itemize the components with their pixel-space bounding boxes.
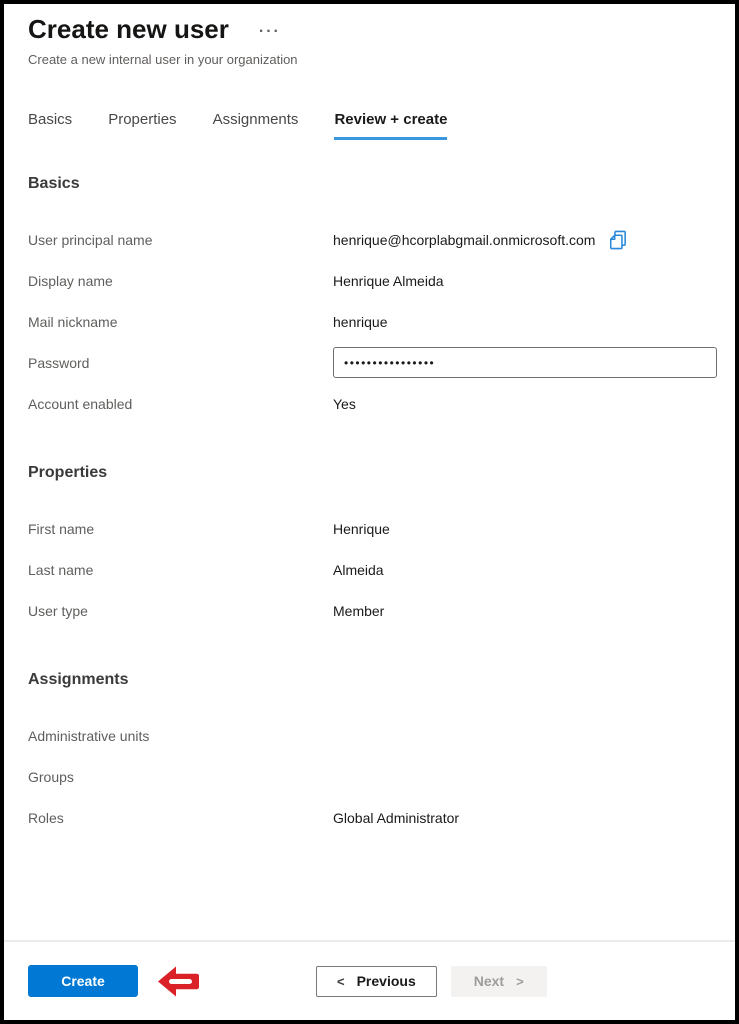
password-input[interactable] <box>333 347 717 378</box>
field-label: Password <box>28 354 90 371</box>
field-value-wrap <box>333 229 717 251</box>
field-value: henrique <box>333 313 388 330</box>
field-label: User type <box>28 602 88 619</box>
create-button[interactable]: Create <box>28 965 138 997</box>
field-value-wrap <box>333 347 717 378</box>
next-button[interactable] <box>451 966 547 997</box>
review-row-roles <box>28 797 717 838</box>
review-row-first-name <box>28 508 717 549</box>
field-value: Member <box>333 602 385 619</box>
field-value: Henrique Almeida <box>333 272 444 289</box>
review-row-groups <box>28 756 717 797</box>
review-row-account-enabled <box>28 383 717 424</box>
section-heading-properties: Properties <box>28 464 108 481</box>
tab-basics[interactable]: Basics <box>28 111 73 128</box>
field-value: Global Administrator <box>333 809 460 826</box>
review-row-last-name <box>28 549 717 590</box>
field-value: Almeida <box>333 561 384 578</box>
review-row-administrative-units <box>28 715 717 756</box>
page-subtitle: Create a new internal user in your organization <box>28 52 298 67</box>
field-label: Roles <box>28 809 64 826</box>
field-value: Yes <box>333 395 356 412</box>
field-value: Henrique <box>333 520 390 537</box>
chevron-right-icon: > <box>516 973 524 989</box>
section-heading-assignments: Assignments <box>28 671 129 688</box>
field-label: Account enabled <box>28 395 133 412</box>
wizard-footer <box>4 940 735 1020</box>
field-label: Mail nickname <box>28 313 118 330</box>
review-row-mail-nickname <box>28 301 717 342</box>
page-title: Create new user <box>28 14 229 44</box>
review-row-display-name <box>28 260 717 301</box>
tab-assignments[interactable]: Assignments <box>212 111 299 128</box>
copy-icon[interactable] <box>607 229 629 251</box>
field-label: Display name <box>28 272 113 289</box>
field-label: Administrative units <box>28 727 150 744</box>
previous-button[interactable] <box>316 966 437 997</box>
previous-button-label: Previous <box>356 973 416 989</box>
field-label: Groups <box>28 768 74 785</box>
wizard-tabs <box>28 111 717 140</box>
review-row-user-type <box>28 590 717 631</box>
tab-properties[interactable]: Properties <box>108 111 177 128</box>
red-arrow-annotation <box>156 963 200 1000</box>
chevron-left-icon: < <box>337 973 345 989</box>
field-label: User principal name <box>28 231 153 248</box>
page-header <box>28 12 717 46</box>
field-value: henrique@hcorplabgmail.onmicrosoft.com <box>333 231 596 248</box>
field-label: First name <box>28 520 95 537</box>
review-row-password <box>28 342 717 383</box>
more-options-icon[interactable]: ··· <box>258 23 281 40</box>
field-label: Last name <box>28 561 94 578</box>
tab-review-create[interactable]: Review + create <box>334 111 447 140</box>
review-row-user-principal-name <box>28 219 717 260</box>
section-heading-basics: Basics <box>28 175 80 192</box>
next-button-label: Next <box>473 973 505 989</box>
